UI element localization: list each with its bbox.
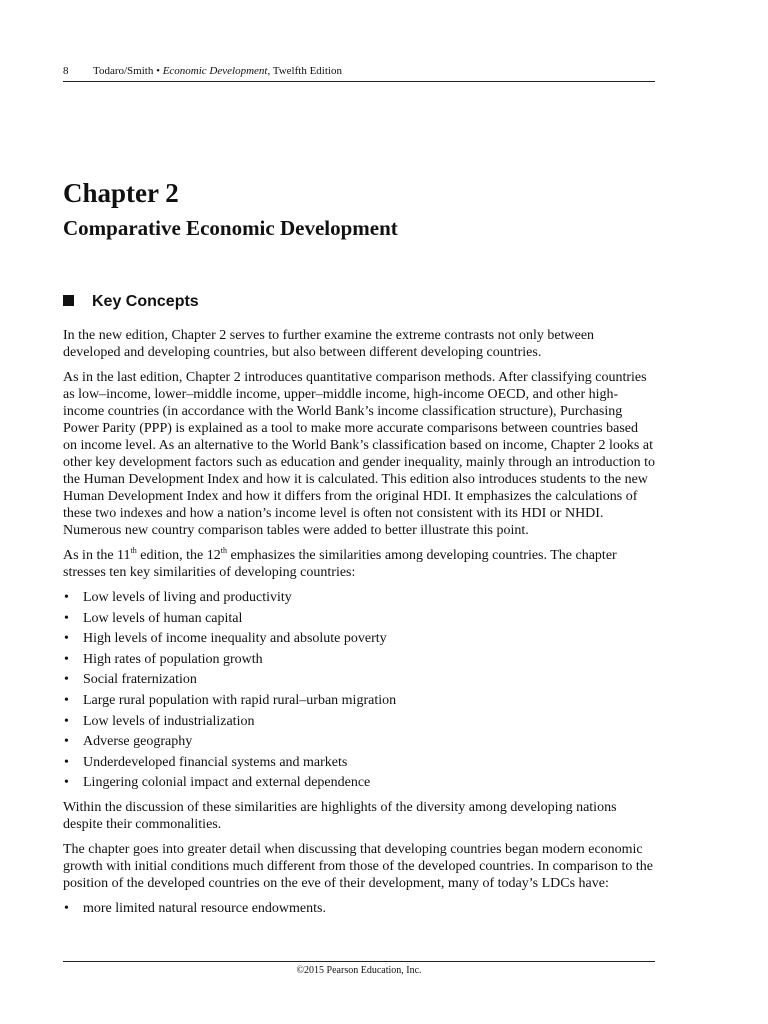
bullet-icon: • (64, 692, 69, 708)
bullet-icon: • (64, 901, 69, 917)
chapter-title: Comparative Economic Development (63, 216, 398, 240)
bullet-icon: • (64, 775, 69, 791)
header-book-title: Economic Development, (162, 65, 271, 77)
similarities-list (63, 589, 655, 791)
footer-rule (63, 961, 655, 962)
running-header (63, 64, 655, 78)
page-number: 8 (63, 65, 69, 77)
section-heading-text: Key Concepts (92, 293, 199, 310)
header-authors: Todaro/Smith (93, 65, 154, 77)
square-bullet-icon (63, 295, 74, 306)
bullet-icon: • (64, 651, 69, 667)
bullet-icon: • (64, 590, 69, 605)
list-item (63, 774, 655, 791)
list-item-text: Low levels of human capital (83, 610, 243, 626)
bullet-icon: • (64, 631, 69, 647)
list-item-text: High rates of population growth (83, 651, 263, 667)
chapter-label: Chapter 2 (63, 178, 179, 208)
list-item (63, 713, 655, 730)
list-item (63, 630, 655, 647)
paragraph-intro: In the new edition, Chapter 2 serves to further examine the extreme contrasts not only between developed and developing countries, but also between different developing countries. (63, 328, 595, 360)
paragraph-quantitative-methods: As in the last edition, Chapter 2 introduces quantitative comparison methods. After classifying countries as low–income, lower–middle income, upper–middle income, high-income OECD, and other high-income countries (in accordance with the World Bank’s income classification structure), Purchasing Power Parity (PPP) is explained as a tool to make more accurate comparisons between countries based on income level. As an alternative to the World Bank’s classification based on income, Chapter 2 looks at other key development factors such as education and gender inequality, mainly through an introduction to the Human Development Index and how it is calculated. This edition also introduces students to the new Human Development Index and how it differs from the original HDI. It emphasizes the calculations of these two indexes and how a nation’s income level is often not consistent with its HDI or NHDI. Numerous new country comparison tables were added to better illustrate this point. (63, 370, 655, 538)
list-item (63, 900, 655, 917)
list-item-text: Social fraternization (83, 672, 197, 688)
bullet-icon: • (64, 734, 69, 750)
list-item (63, 610, 655, 627)
header-separator: • (156, 65, 160, 77)
list-item-text: Low levels of living and productivity (83, 590, 292, 605)
list-item (63, 754, 655, 771)
bullet-icon: • (64, 754, 69, 770)
bullet-icon: • (64, 672, 69, 688)
list-item-text: more limited natural resource endowments. (83, 901, 326, 917)
ldc-list (63, 900, 655, 917)
body-text (63, 327, 655, 925)
header-rule (63, 81, 655, 82)
section-heading (63, 291, 199, 313)
paragraph-initial-conditions: The chapter goes into greater detail when discussing that developing countries began modern economic growth with initial conditions much different from those of the developed countries. In comparison to the position of the developed countries on the eve of their development, many of today’s LDCs have: (63, 842, 653, 892)
list-item (63, 651, 655, 668)
paragraph-diversity: Within the discussion of these similarities are highlights of the diversity among developing nations despite their commonalities. (63, 800, 617, 833)
list-item-text: Adverse geography (83, 734, 193, 750)
footer-copyright: ©2015 Pearson Education, Inc. (296, 965, 422, 976)
header-edition: Twelfth Edition (272, 65, 342, 77)
list-item-text: Underdeveloped financial systems and markets (83, 754, 348, 770)
list-item-text: Low levels of industrialization (83, 713, 255, 729)
bullet-icon: • (64, 610, 69, 626)
list-item-text: High levels of income inequality and absolute poverty (83, 631, 387, 647)
bullet-icon: • (64, 713, 69, 729)
paragraph-similarities-intro: As in the 11th edition, the 12th emphasizes the similarities among developing countries. The chapter stresses ten key similarities of developing countries: (63, 546, 617, 580)
list-item (63, 589, 655, 606)
list-item (63, 671, 655, 688)
list-item (63, 733, 655, 750)
list-item-text: Large rural population with rapid rural–urban migration (83, 692, 397, 708)
list-item-text: Lingering colonial impact and external dependence (83, 775, 371, 791)
list-item (63, 692, 655, 709)
